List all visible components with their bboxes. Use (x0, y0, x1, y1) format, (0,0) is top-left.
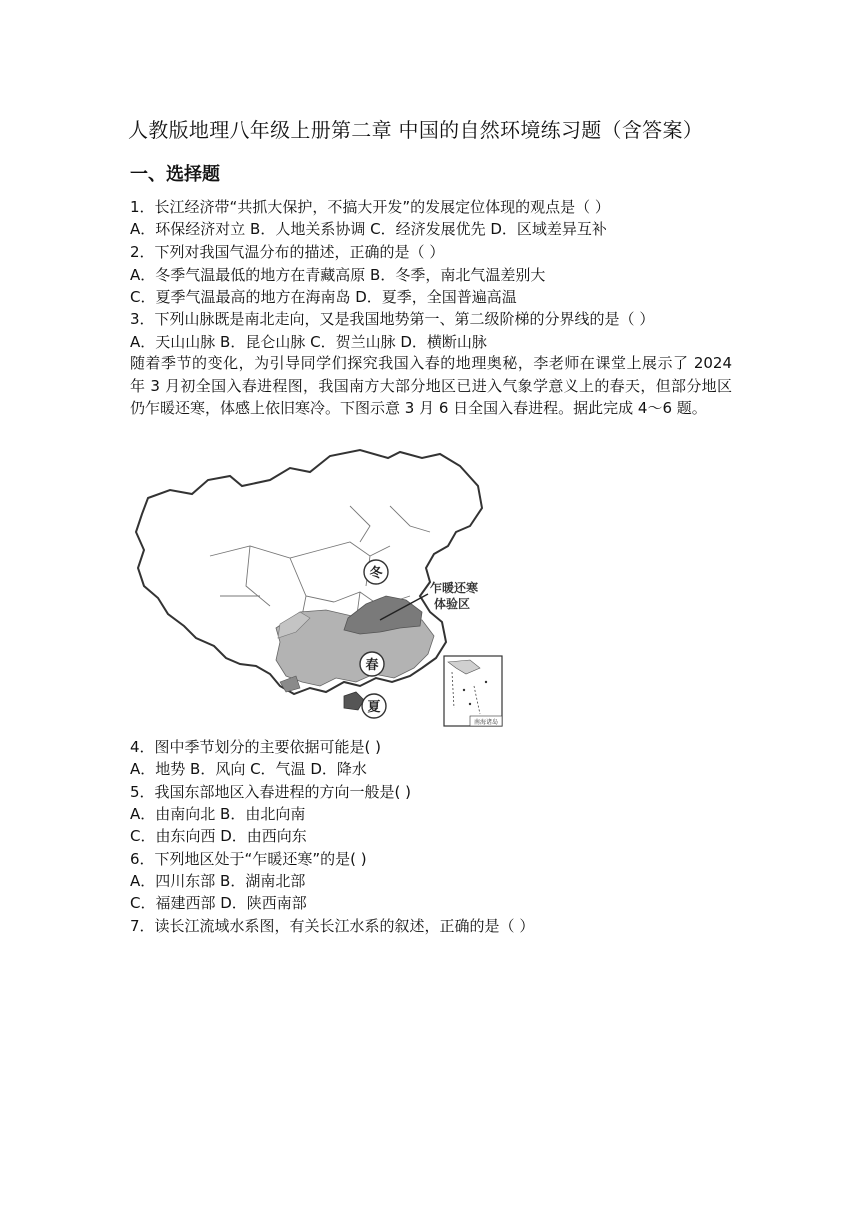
summer-label (362, 694, 386, 718)
question-5-stem: 5．我国东部地区入春进程的方向一般是( ) (130, 783, 412, 801)
question-2-options-row1: A．冬季气温最低的地方在青藏高原 B．冬季，南北气温差别大 (130, 266, 546, 284)
south-china-sea-inset (444, 656, 502, 726)
reading-passage: 随着季节的变化，为引导同学们探究我国入春的地理奥秘，李老师在课堂上展示了 2024 年 3 月初全国入春进程图，我国南方大部分地区已进入气象学意义上的春天，但部分地区仍乍暖还寒，体感上依旧寒冷。下图示意 3 月 6 日全国入春进程。据此完成 4～6 题。 (130, 354, 732, 417)
winter-label (364, 560, 388, 584)
document-title: 人教版地理八年级上册第二章 中国的自然环境练习题（含答案） (128, 118, 704, 142)
spring-label (360, 652, 384, 676)
svg-text:冬: 冬 (369, 566, 383, 581)
question-7-stem: 7．读长江流域水系图，有关长江水系的叙述，正确的是（ ） (130, 917, 535, 935)
summer-region (344, 692, 364, 710)
question-4-options: A．地势 B．风向 C．气温 D．降水 (130, 760, 367, 778)
svg-text:夏: 夏 (367, 700, 381, 715)
question-5-options-row1: A．由南向北 B．由北向南 (130, 805, 306, 823)
svg-text:春: 春 (365, 658, 379, 673)
china-spring-progress-map (130, 446, 510, 730)
question-1-stem: 1．长江经济带“共抓大保护，不搞大开发”的发展定位体现的观点是（ ） (130, 198, 610, 216)
inset-label: 南海诸岛 (473, 719, 499, 726)
question-6-options-row2: C．福建西部 D．陕西南部 (130, 894, 307, 912)
section-title: 一、选择题 (130, 164, 220, 185)
callout-label-line1: 乍暖还寒 (430, 581, 479, 595)
question-5-options-row2: C．由东向西 D．由西向东 (130, 827, 307, 845)
question-1-options: A．环保经济对立 B．人地关系协调 C．经济发展优先 D．区域差异互补 (130, 220, 607, 238)
question-2-options-row2: C．夏季气温最高的地方在海南岛 D．夏季，全国普遍高温 (130, 288, 517, 306)
question-6-options-row1: A．四川东部 B．湖南北部 (130, 872, 306, 890)
question-6-stem: 6．下列地区处于“乍暖还寒”的是( ) (130, 850, 367, 868)
question-2-stem: 2．下列对我国气温分布的描述，正确的是（ ） (130, 243, 445, 261)
question-3-options: A．天山山脉 B．昆仑山脉 C．贺兰山脉 D．横断山脉 (130, 333, 487, 351)
question-4-stem: 4．图中季节划分的主要依据可能是( ) (130, 738, 382, 756)
question-3-stem: 3．下列山脉既是南北走向，又是我国地势第一、第二级阶梯的分界线的是（ ） (130, 310, 655, 328)
callout-label-line2: 体验区 (434, 597, 471, 611)
